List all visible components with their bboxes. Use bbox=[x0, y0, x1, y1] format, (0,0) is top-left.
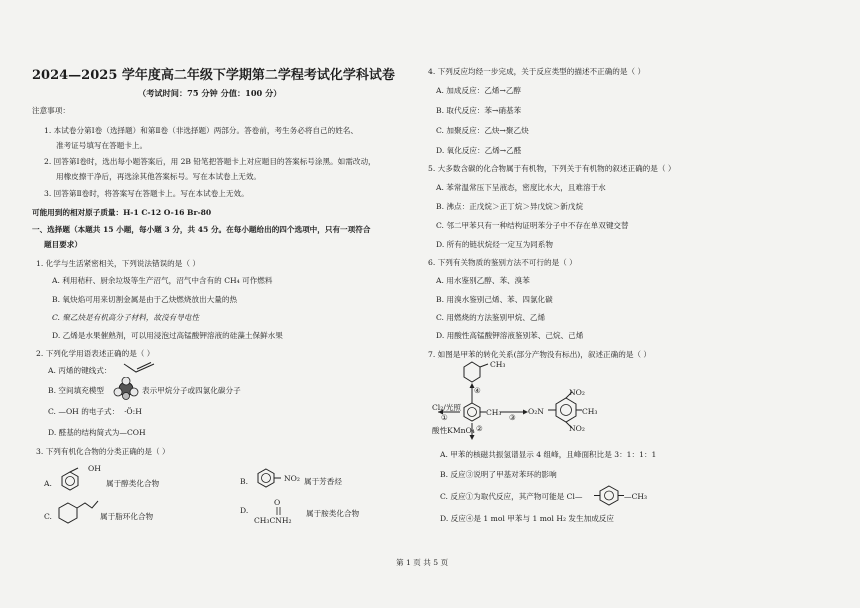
q4-stem: 4. 下列反应均经一步完成，关于反应类型的描述不正确的是（ ） bbox=[428, 67, 646, 76]
q3-option-a-text: 属于醇类化合物 bbox=[106, 479, 160, 488]
scheme-cl2-light: Cl₂/光照 bbox=[432, 403, 462, 412]
note-1a: 1. 本试卷分第Ⅰ卷（选择题）和第Ⅱ卷（非选择题）两部分。答卷前，考生务必将自己的姓名、 bbox=[44, 126, 358, 135]
q1-option-a: A. 利用秸秆、厨余垃圾等生产沼气，沼气中含有的 CH₄ 可作燃料 bbox=[52, 276, 273, 285]
scheme-o2n: O₂N bbox=[528, 407, 544, 416]
note-2b: 用橡皮擦干净后，再选涂其他答案标号。写在本试卷上无效。 bbox=[56, 172, 262, 181]
nitrobenzene-structure-icon bbox=[254, 466, 282, 490]
p-chlorotoluene-ring-icon bbox=[594, 484, 624, 506]
scheme-step-3: ③ bbox=[509, 413, 516, 422]
scheme-step-4: ④ bbox=[474, 386, 481, 395]
q4-option-c: C. 加聚反应：乙炔→聚乙炔 bbox=[436, 126, 529, 135]
carbonyl-double-bond-icon bbox=[274, 507, 284, 515]
q3-option-d-text: 属于胺类化合物 bbox=[306, 509, 360, 518]
scheme-kmno4: 酸性KMnO₄ bbox=[432, 426, 475, 435]
q7-option-c-ch3: —CH₃ bbox=[624, 492, 648, 501]
cyclohexyl-propene-structure-icon bbox=[56, 497, 100, 527]
q3-option-b-text: 属于芳香烃 bbox=[304, 477, 342, 486]
scheme-step-2: ② bbox=[476, 424, 483, 433]
nitro-group-label: NO₂ bbox=[284, 474, 300, 483]
q3-option-c-text: 属于脂环化合物 bbox=[100, 512, 154, 521]
q5-option-a: A. 苯常温常压下呈液态，密度比水大，且难溶于水 bbox=[436, 183, 606, 192]
note-3: 3. 回答第Ⅱ卷时，将答案写在答题卡上。写在本试卷上无效。 bbox=[44, 189, 249, 198]
q3-option-b-label: B. bbox=[240, 477, 248, 486]
q5-option-d: D. 所有的链状烷烃一定互为同系物 bbox=[436, 240, 553, 249]
q7-option-d: D. 反应④是 1 mol 甲苯与 1 mol H₂ 发生加成反应 bbox=[440, 514, 614, 523]
q3-stem: 3. 下列有机化合物的分类正确的是（ ） bbox=[36, 447, 170, 456]
q3-option-a-label: A. bbox=[44, 479, 52, 488]
q7-option-c: C. 反应①为取代反应，其产物可能是 Cl— bbox=[440, 492, 583, 501]
page-title: 2024—2025 学年度高二年级下学期第二学程考试化学科试卷 bbox=[32, 68, 395, 83]
propene-skeletal-icon bbox=[122, 361, 156, 375]
scheme-no2-top: NO₂ bbox=[569, 388, 585, 397]
notes-heading: 注意事项： bbox=[32, 106, 70, 115]
q5-option-b: B. 沸点：正戊烷＞正丁烷＞异戊烷＞新戊烷 bbox=[436, 202, 584, 211]
scheme-ch3-mid: CH₃ bbox=[486, 408, 502, 417]
scheme-ch3-top: CH₃ bbox=[490, 360, 506, 369]
phenol-oh-label: OH bbox=[88, 464, 101, 473]
q2-option-a: A. 丙烯的键线式： bbox=[48, 366, 112, 375]
q6-option-d: D. 用酸性高锰酸钾溶液鉴别苯、己烷、己烯 bbox=[436, 331, 584, 340]
scheme-step-1: ① bbox=[441, 413, 448, 422]
amide-oxygen-label: O bbox=[274, 498, 281, 507]
note-2a: 2. 回答第Ⅰ卷时，选出每小题答案后，用 2B 铅笔把答题卡上对应题目的答案标号涂黑。如需改动， bbox=[44, 157, 376, 166]
acetamide-formula: CH₃CNH₂ bbox=[254, 516, 292, 525]
q1-option-b: B. 氧炔焰可用来切割金属是由于乙炔燃烧放出大量的热 bbox=[52, 295, 238, 304]
space-filling-model-icon bbox=[113, 377, 139, 401]
q5-option-c: C. 邻二甲苯只有一种结构证明苯分子中不存在单双键交替 bbox=[436, 221, 629, 230]
q2-stem: 2. 下列化学用语表述正确的是（ ） bbox=[36, 349, 155, 358]
scheme-ch3-right: CH₃ bbox=[582, 407, 598, 416]
scheme-no2-bottom: NO₂ bbox=[569, 424, 585, 433]
q6-option-c: C. 用燃烧的方法鉴别甲烷、乙烯 bbox=[436, 313, 546, 322]
page-number: 第 1 页 共 5 页 bbox=[396, 558, 449, 567]
q2-option-d: D. 醛基的结构简式为—COH bbox=[48, 428, 146, 437]
q3-option-c-label: C. bbox=[44, 512, 52, 521]
q5-stem: 5. 大多数含碳的化合物属于有机物，下列关于有机物的叙述正确的是（ ） bbox=[428, 164, 676, 173]
atomic-masses: 可能用到的相对原子质量：H-1 C-12 O-16 Br-80 bbox=[32, 208, 212, 217]
q1-option-c: C. 聚乙炔是有机高分子材料，故没有导电性 bbox=[52, 313, 200, 322]
q6-option-a: A. 用水鉴别乙醇、苯、溴苯 bbox=[436, 276, 530, 285]
q1-option-d: D. 乙烯是水果催熟剂，可以用浸泡过高锰酸钾溶液的硅藻土保鲜水果 bbox=[52, 331, 283, 340]
q7-option-a: A. 甲苯的核磁共振氢谱显示 4 组峰，且峰面积比是 3：1：1：1 bbox=[440, 450, 657, 459]
q6-option-b: B. 用溴水鉴别己烯、苯、四氯化碳 bbox=[436, 295, 553, 304]
q4-option-a: A. 加成反应：乙烯→乙醇 bbox=[436, 86, 522, 95]
q4-option-d: D. 氧化反应：乙烯→乙醛 bbox=[436, 146, 522, 155]
q2-option-c: C. —OH 的电子式： bbox=[48, 407, 120, 416]
q7-option-b: B. 反应③说明了甲基对苯环的影响 bbox=[440, 470, 557, 479]
q7-stem: 7. 如图是甲苯的转化关系(部分产物没有标出)，叙述正确的是（ ） bbox=[428, 350, 652, 359]
q6-stem: 6. 下列有关物质的鉴别方法不可行的是（ ） bbox=[428, 258, 577, 267]
q4-option-b: B. 取代反应：苯→硝基苯 bbox=[436, 106, 522, 115]
phenol-structure-icon bbox=[58, 467, 84, 493]
q2-option-b: B. 空间填充模型 bbox=[48, 386, 104, 395]
hydroxyl-electron-formula: ·Ö:H bbox=[124, 407, 142, 416]
section-1-heading-a: 一、选择题（本题共 15 小题，每小题 3 分，共 45 分。在每小题给出的四个选项中，只有一项符合 bbox=[32, 225, 371, 234]
section-1-heading-b: 题目要求） bbox=[44, 240, 82, 249]
page-subtitle: （考试时间：75 分钟 分值：100 分） bbox=[138, 88, 282, 98]
q3-option-d-label: D. bbox=[240, 506, 249, 515]
note-1b: 准考证号填写在答题卡上。 bbox=[56, 141, 148, 150]
q1-stem: 1. 化学与生活紧密相关，下列说法错误的是（ ） bbox=[36, 259, 200, 268]
q2-option-b-tail: 表示甲烷分子或四氯化碳分子 bbox=[142, 386, 241, 395]
